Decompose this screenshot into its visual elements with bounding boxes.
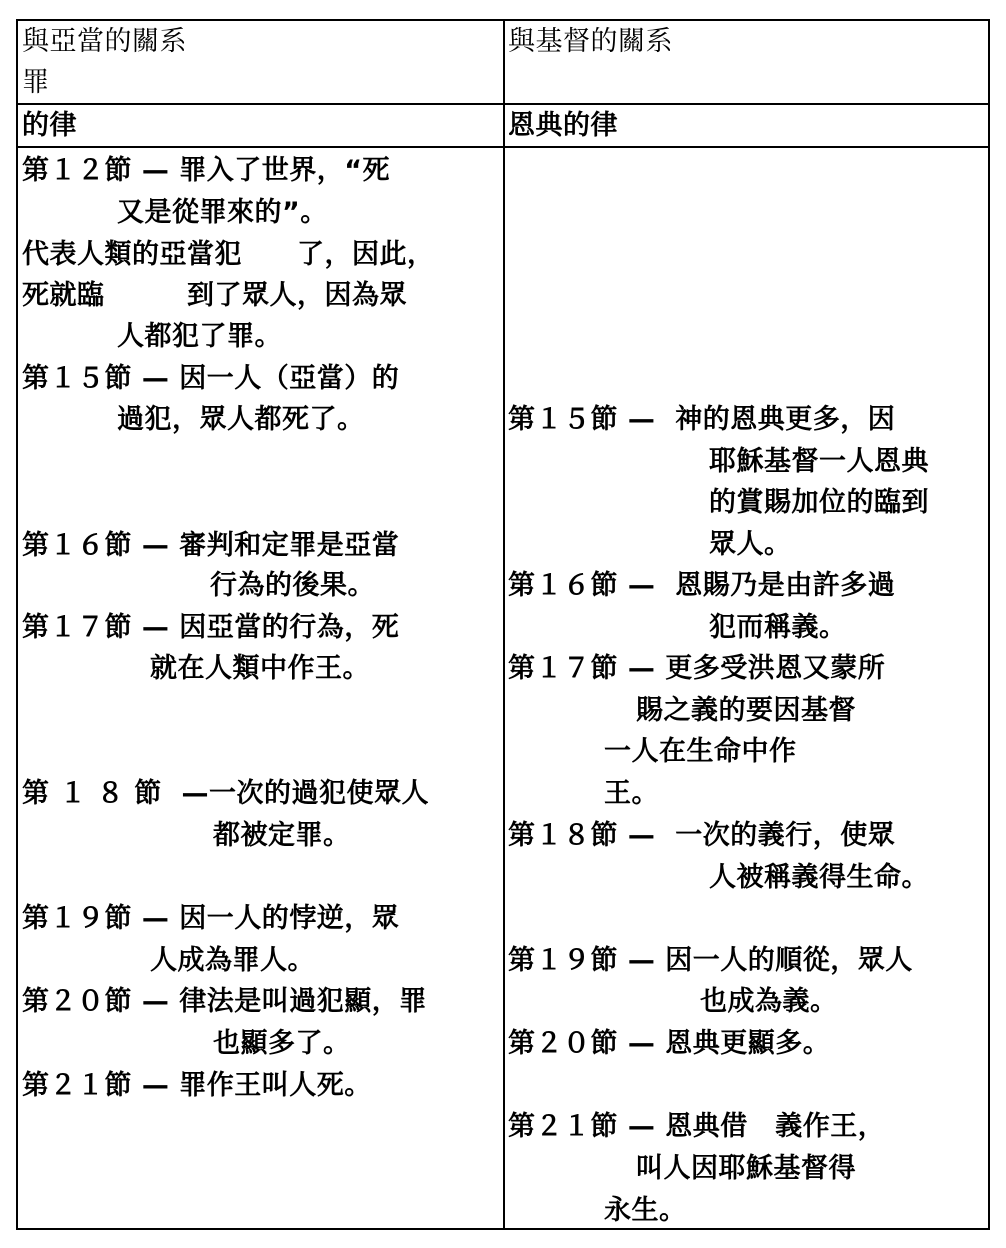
- adam-verse-line: 第 １ ８ 節 —一次的過犯使眾人: [22, 778, 429, 809]
- christ-verse-line: 永生。: [604, 1195, 687, 1226]
- christ-verse-line: 第１８節 — 一次的義行，使眾: [508, 820, 896, 851]
- christ-verse-line: 一人在生命中作: [604, 736, 797, 767]
- christ-verse-line: 眾人。: [709, 529, 792, 560]
- adam-verse-line: 第１７節 — 因亞當的行為，死: [22, 612, 400, 643]
- adam-verse-line: 第２０節 — 律法是叫過犯顯，罪: [22, 986, 427, 1017]
- adam-verse-line: 就在人類中作王。: [150, 653, 370, 684]
- christ-verse-line: 第１６節 — 恩賜乃是由許多過: [508, 570, 896, 601]
- adam-verse-line: 第１２節 — 罪入了世界，“死: [22, 155, 391, 186]
- subheader-right: 恩典的律: [508, 110, 618, 141]
- adam-verse-line: 過犯，眾人都死了。: [117, 404, 365, 435]
- adam-verse-line: 行為的後果。: [210, 570, 375, 601]
- adam-verse-line: 第１９節 — 因一人的悖逆，眾: [22, 903, 400, 934]
- column-divider: [503, 19, 505, 1230]
- adam-verse-line: 第１５節 — 因一人（亞當）的: [22, 363, 400, 394]
- christ-verse-line: 第１５節 — 神的恩典更多，因: [508, 404, 896, 435]
- christ-verse-line: 第１７節 — 更多受洪恩又蒙所: [508, 653, 886, 684]
- christ-verse-line: 第１９節 — 因一人的順從，眾人: [508, 945, 913, 976]
- christ-verse-line: 第２０節 — 恩典更顯多。: [508, 1028, 831, 1059]
- adam-verse-line: 第１６節 — 審判和定罪是亞當: [22, 530, 400, 561]
- christ-verse-line: 第２１節 — 恩典借 義作王，: [508, 1111, 886, 1142]
- adam-verse-line: 又是從罪來的”。: [117, 197, 328, 228]
- header-right-title: 與基督的關系: [508, 26, 673, 57]
- adam-verse-line: 人都犯了罪。: [117, 321, 282, 352]
- adam-verse-line: 第２１節 — 罪作王叫人死。: [22, 1070, 372, 1101]
- christ-verse-line: 人被稱義得生命。: [709, 862, 929, 893]
- header-row-divider: [16, 103, 990, 105]
- adam-verse-line: 也顯多了。: [213, 1028, 351, 1059]
- christ-verse-line: 也成為義。: [700, 986, 838, 1017]
- subheader-left: 的律: [22, 110, 77, 141]
- header-left-title-line2: 罪: [22, 67, 50, 98]
- adam-verse-line: 代表人類的亞當犯 了，因此，: [22, 239, 435, 270]
- christ-verse-line: 耶穌基督一人恩典: [709, 446, 929, 477]
- header-left-title: 與亞當的關系: [22, 26, 187, 57]
- christ-verse-line: 賜之義的要因基督: [636, 695, 856, 726]
- adam-verse-line: 死就臨 到了眾人，因為眾: [22, 280, 407, 311]
- christ-verse-line: 叫人因耶穌基督得: [636, 1153, 856, 1184]
- christ-verse-line: 的賞賜加位的臨到: [709, 487, 929, 518]
- subheader-row-divider: [16, 146, 990, 148]
- adam-verse-line: 人成為罪人。: [150, 945, 315, 976]
- christ-verse-line: 王。: [604, 778, 659, 809]
- christ-verse-line: 犯而稱義。: [709, 612, 847, 643]
- adam-verse-line: 都被定罪。: [213, 820, 351, 851]
